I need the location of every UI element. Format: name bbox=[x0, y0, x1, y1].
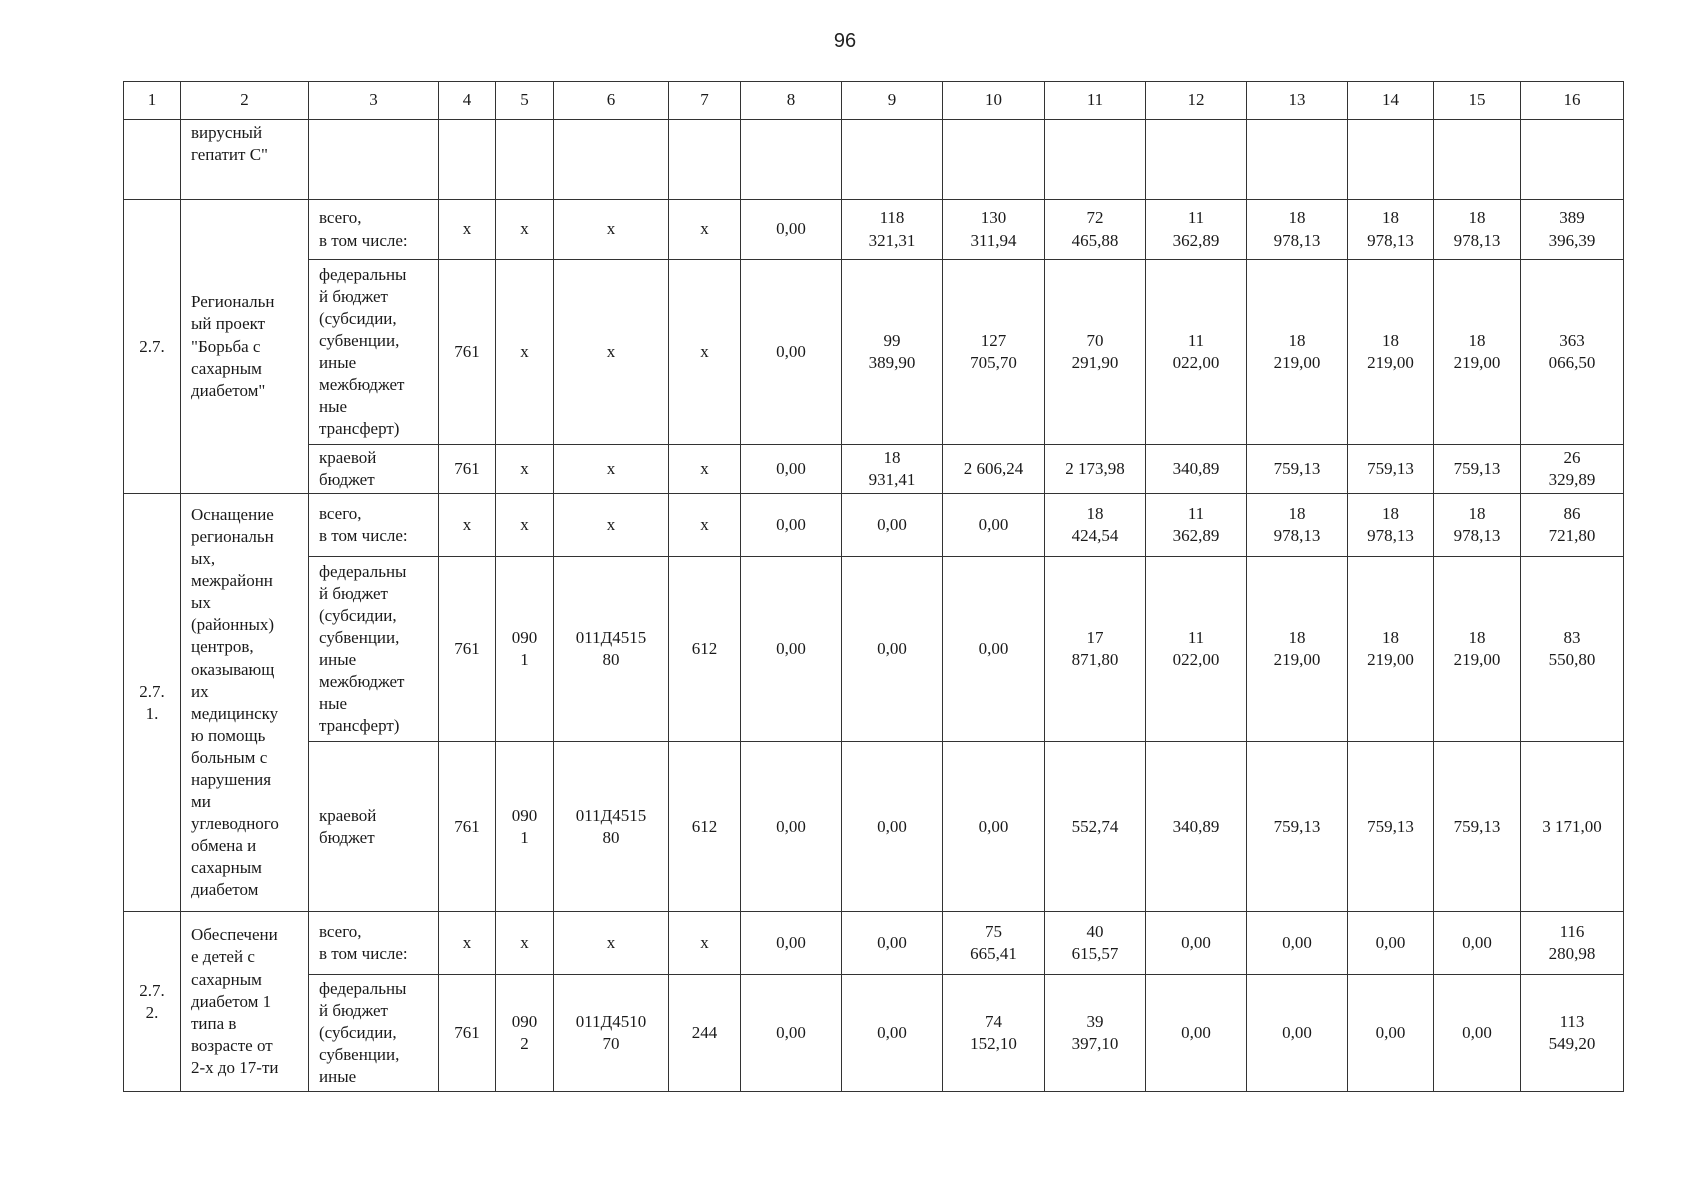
value-cell: 11 022,00 bbox=[1146, 557, 1247, 742]
value-cell: 090 1 bbox=[496, 742, 554, 912]
value-cell: 118 321,31 bbox=[842, 200, 943, 260]
value-cell: 340,89 bbox=[1146, 742, 1247, 912]
value-cell: 761 bbox=[439, 742, 496, 912]
value-cell: 18 978,13 bbox=[1247, 200, 1348, 260]
value-cell: x bbox=[669, 445, 741, 494]
column-number-header: 3 bbox=[309, 82, 439, 120]
value-cell: 612 bbox=[669, 742, 741, 912]
column-number-header: 11 bbox=[1045, 82, 1146, 120]
value-cell: x bbox=[496, 445, 554, 494]
activity-name-cell: Обеспечени е детей с сахарным диабетом 1 типа в возрасте от 2-х до 17-ти bbox=[181, 912, 309, 1092]
value-cell: x bbox=[439, 912, 496, 975]
value-cell: 759,13 bbox=[1247, 445, 1348, 494]
table-row bbox=[124, 557, 1624, 742]
funding-source-cell: федеральны й бюджет (субсидии, субвенции, иные межбюджет ные трансферт) bbox=[309, 557, 439, 742]
table-row bbox=[124, 975, 1624, 1092]
value-cell: x bbox=[554, 912, 669, 975]
value-cell: 0,00 bbox=[1434, 912, 1521, 975]
value-cell: 11 362,89 bbox=[1146, 200, 1247, 260]
value-cell: x bbox=[554, 260, 669, 445]
table-row bbox=[124, 912, 1624, 975]
value-cell: 83 550,80 bbox=[1521, 557, 1624, 742]
value-cell: 0,00 bbox=[741, 260, 842, 445]
column-number-header: 5 bbox=[496, 82, 554, 120]
value-cell: 552,74 bbox=[1045, 742, 1146, 912]
empty-cell bbox=[943, 120, 1045, 200]
budget-table bbox=[123, 81, 1624, 1092]
value-cell: x bbox=[496, 200, 554, 260]
value-cell: 2 606,24 bbox=[943, 445, 1045, 494]
value-cell: 0,00 bbox=[1146, 912, 1247, 975]
value-cell: 18 978,13 bbox=[1434, 200, 1521, 260]
value-cell: 127 705,70 bbox=[943, 260, 1045, 445]
value-cell: 18 219,00 bbox=[1247, 260, 1348, 445]
value-cell: 0,00 bbox=[1247, 975, 1348, 1092]
activity-name-cell: вирусный гепатит С" bbox=[181, 120, 309, 200]
value-cell: 18 219,00 bbox=[1434, 557, 1521, 742]
empty-cell bbox=[741, 120, 842, 200]
value-cell: 18 978,13 bbox=[1348, 494, 1434, 557]
value-cell: 0,00 bbox=[1348, 975, 1434, 1092]
value-cell: 75 665,41 bbox=[943, 912, 1045, 975]
empty-cell bbox=[1247, 120, 1348, 200]
empty-cell bbox=[496, 120, 554, 200]
value-cell: 0,00 bbox=[741, 742, 842, 912]
column-number-header: 1 bbox=[124, 82, 181, 120]
funding-source-cell: федеральны й бюджет (субсидии, субвенции, иные bbox=[309, 975, 439, 1092]
value-cell: 72 465,88 bbox=[1045, 200, 1146, 260]
value-cell: 0,00 bbox=[842, 912, 943, 975]
value-cell: 090 1 bbox=[496, 557, 554, 742]
value-cell: 11 362,89 bbox=[1146, 494, 1247, 557]
table-row bbox=[124, 494, 1624, 557]
empty-cell bbox=[439, 120, 496, 200]
funding-source-cell: всего, в том числе: bbox=[309, 912, 439, 975]
column-number-header: 2 bbox=[181, 82, 309, 120]
value-cell: 011Д4515 80 bbox=[554, 742, 669, 912]
value-cell: 612 bbox=[669, 557, 741, 742]
column-number-header: 14 bbox=[1348, 82, 1434, 120]
column-number-header: 12 bbox=[1146, 82, 1247, 120]
column-number-header: 7 bbox=[669, 82, 741, 120]
funding-source-cell: краевой бюджет bbox=[309, 742, 439, 912]
value-cell: 363 066,50 bbox=[1521, 260, 1624, 445]
column-number-header: 8 bbox=[741, 82, 842, 120]
value-cell: 0,00 bbox=[741, 445, 842, 494]
value-cell: 86 721,80 bbox=[1521, 494, 1624, 557]
value-cell: 761 bbox=[439, 557, 496, 742]
table-body bbox=[124, 82, 1624, 1092]
empty-cell bbox=[1434, 120, 1521, 200]
value-cell: 011Д4510 70 bbox=[554, 975, 669, 1092]
empty-cell bbox=[1045, 120, 1146, 200]
empty-cell bbox=[669, 120, 741, 200]
value-cell: 17 871,80 bbox=[1045, 557, 1146, 742]
value-cell: x bbox=[554, 200, 669, 260]
column-number-header: 9 bbox=[842, 82, 943, 120]
section-number-cell: 2.7. 1. bbox=[124, 494, 181, 912]
empty-cell bbox=[842, 120, 943, 200]
value-cell: 18 219,00 bbox=[1247, 557, 1348, 742]
empty-cell bbox=[554, 120, 669, 200]
value-cell: 761 bbox=[439, 975, 496, 1092]
value-cell: x bbox=[669, 494, 741, 557]
value-cell: 0,00 bbox=[741, 200, 842, 260]
value-cell: 0,00 bbox=[943, 557, 1045, 742]
page-number: 96 bbox=[833, 30, 857, 52]
continuation-row bbox=[124, 120, 1624, 200]
value-cell: 70 291,90 bbox=[1045, 260, 1146, 445]
value-cell: x bbox=[669, 260, 741, 445]
value-cell: 0,00 bbox=[741, 557, 842, 742]
value-cell: x bbox=[496, 494, 554, 557]
section-number-cell: 2.7. 2. bbox=[124, 912, 181, 1092]
column-number-header: 13 bbox=[1247, 82, 1348, 120]
column-number-header: 10 bbox=[943, 82, 1045, 120]
value-cell: 39 397,10 bbox=[1045, 975, 1146, 1092]
empty-cell bbox=[1521, 120, 1624, 200]
value-cell: x bbox=[439, 200, 496, 260]
value-cell: 0,00 bbox=[842, 742, 943, 912]
value-cell: 2 173,98 bbox=[1045, 445, 1146, 494]
value-cell: 26 329,89 bbox=[1521, 445, 1624, 494]
value-cell: 0,00 bbox=[842, 557, 943, 742]
funding-source-cell: краевой бюджет bbox=[309, 445, 439, 494]
header-row bbox=[124, 82, 1624, 120]
value-cell: x bbox=[496, 260, 554, 445]
value-cell: x bbox=[496, 912, 554, 975]
value-cell: x bbox=[669, 200, 741, 260]
value-cell: 0,00 bbox=[842, 975, 943, 1092]
value-cell: 0,00 bbox=[741, 975, 842, 1092]
activity-name-cell: Региональн ый проект "Борьба с сахарным диабетом" bbox=[181, 200, 309, 494]
empty-cell bbox=[309, 120, 439, 200]
row-number-cell bbox=[124, 120, 181, 200]
value-cell: 389 396,39 bbox=[1521, 200, 1624, 260]
column-number-header: 15 bbox=[1434, 82, 1521, 120]
value-cell: 0,00 bbox=[1434, 975, 1521, 1092]
value-cell: 759,13 bbox=[1348, 445, 1434, 494]
activity-name-cell: Оснащение региональн ых, межрайонн ых (районных) центров, оказывающ их медицинску ю помощь больным с нарушения ми углеводного обмена и сахарным диабетом bbox=[181, 494, 309, 912]
value-cell: 40 615,57 bbox=[1045, 912, 1146, 975]
empty-cell bbox=[1348, 120, 1434, 200]
value-cell: 340,89 bbox=[1146, 445, 1247, 494]
value-cell: 0,00 bbox=[943, 494, 1045, 557]
value-cell: 759,13 bbox=[1348, 742, 1434, 912]
value-cell: 18 219,00 bbox=[1348, 260, 1434, 445]
value-cell: 18 978,13 bbox=[1348, 200, 1434, 260]
value-cell: 18 424,54 bbox=[1045, 494, 1146, 557]
column-number-header: 6 bbox=[554, 82, 669, 120]
funding-source-cell: всего, в том числе: bbox=[309, 200, 439, 260]
table-row bbox=[124, 742, 1624, 912]
column-number-header: 4 bbox=[439, 82, 496, 120]
value-cell: 18 978,13 bbox=[1247, 494, 1348, 557]
value-cell: 0,00 bbox=[1146, 975, 1247, 1092]
value-cell: 0,00 bbox=[1348, 912, 1434, 975]
value-cell: 244 bbox=[669, 975, 741, 1092]
value-cell: 0,00 bbox=[1247, 912, 1348, 975]
value-cell: 0,00 bbox=[741, 494, 842, 557]
table-row bbox=[124, 200, 1624, 260]
value-cell: 18 978,13 bbox=[1434, 494, 1521, 557]
value-cell: 090 2 bbox=[496, 975, 554, 1092]
value-cell: x bbox=[554, 445, 669, 494]
funding-source-cell: всего, в том числе: bbox=[309, 494, 439, 557]
value-cell: 18 219,00 bbox=[1434, 260, 1521, 445]
value-cell: 113 549,20 bbox=[1521, 975, 1624, 1092]
value-cell: 11 022,00 bbox=[1146, 260, 1247, 445]
value-cell: 3 171,00 bbox=[1521, 742, 1624, 912]
value-cell: 761 bbox=[439, 260, 496, 445]
value-cell: 18 931,41 bbox=[842, 445, 943, 494]
value-cell: 0,00 bbox=[842, 494, 943, 557]
value-cell: 011Д4515 80 bbox=[554, 557, 669, 742]
value-cell: 99 389,90 bbox=[842, 260, 943, 445]
value-cell: 74 152,10 bbox=[943, 975, 1045, 1092]
value-cell: 0,00 bbox=[943, 742, 1045, 912]
value-cell: 116 280,98 bbox=[1521, 912, 1624, 975]
funding-source-cell: федеральны й бюджет (субсидии, субвенции, иные межбюджет ные трансферт) bbox=[309, 260, 439, 445]
value-cell: 130 311,94 bbox=[943, 200, 1045, 260]
empty-cell bbox=[1146, 120, 1247, 200]
value-cell: x bbox=[439, 494, 496, 557]
value-cell: x bbox=[669, 912, 741, 975]
value-cell: 759,13 bbox=[1434, 445, 1521, 494]
table-row bbox=[124, 260, 1624, 445]
value-cell: 0,00 bbox=[741, 912, 842, 975]
value-cell: x bbox=[554, 494, 669, 557]
value-cell: 18 219,00 bbox=[1348, 557, 1434, 742]
table-row bbox=[124, 445, 1624, 494]
value-cell: 761 bbox=[439, 445, 496, 494]
value-cell: 759,13 bbox=[1434, 742, 1521, 912]
section-number-cell: 2.7. bbox=[124, 200, 181, 494]
value-cell: 759,13 bbox=[1247, 742, 1348, 912]
column-number-header: 16 bbox=[1521, 82, 1624, 120]
